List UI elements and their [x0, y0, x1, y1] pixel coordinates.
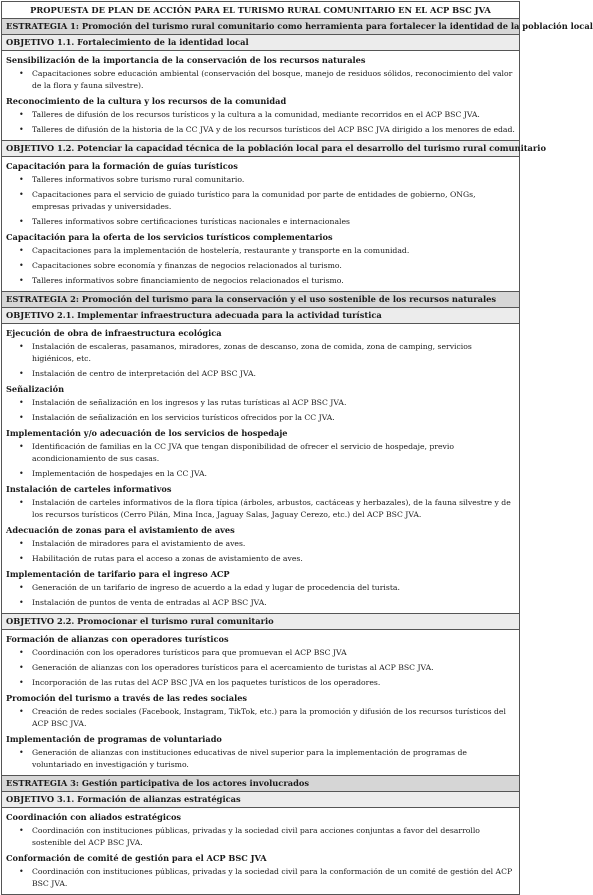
list-item: [6, 677, 515, 689]
list-item: [6, 216, 515, 228]
bullet-icon: •: [19, 442, 24, 451]
list-item: [6, 397, 515, 409]
list-item-text: Talleres informativos sobre turismo rural comunitario.: [32, 175, 245, 184]
section-heading: Capacitación para la formación de guías turísticos: [6, 161, 238, 171]
objective-content: [2, 630, 519, 776]
bullet-icon: •: [19, 190, 24, 199]
list-item: [6, 582, 515, 594]
objective-content: [2, 51, 519, 141]
list-item-text: Coordinación con instituciones públicas, privadas y la sociedad civil para la conformación de un comité de gestión del ACP BSC JVA.: [32, 867, 513, 888]
bullet-icon: •: [19, 598, 24, 607]
bullet-icon: •: [19, 826, 24, 835]
objective-header: OBJETIVO 2.2. Promocionar el turismo rural comunitario: [2, 614, 519, 630]
bullet-icon: •: [19, 217, 24, 226]
bullet-icon: •: [19, 398, 24, 407]
list-item-text: Habilitación de rutas para el acceso a zonas de avistamiento de aves.: [32, 554, 303, 563]
list-item-text: Implementación de hospedajes en la CC JVA.: [32, 469, 207, 478]
section-heading: Formación de alianzas con operadores turísticos: [6, 634, 229, 644]
list-item: [6, 275, 515, 287]
section-heading: Coordinación con aliados estratégicos: [6, 812, 182, 822]
item-list: [6, 397, 515, 424]
item-list: [6, 441, 515, 480]
list-item: [6, 647, 515, 659]
list-item-text: Identificación de familias en la CC JVA que tengan disponibilidad de ofrecer el servicio de hospedaje, previo acondicionamiento de sus casas.: [32, 442, 454, 463]
bullet-icon: •: [19, 69, 24, 78]
section-heading: Implementación y/o adecuación de los servicios de hospedaje: [6, 428, 288, 438]
section-heading: Implementación de programas de voluntariado: [6, 734, 222, 744]
list-item: [6, 341, 515, 365]
list-item: [6, 189, 515, 213]
list-item-text: Talleres de difusión de los recursos turísticos y la cultura a la comunidad, mediante recorridos en el ACP BSC JVA.: [32, 110, 480, 119]
list-item-text: Talleres informativos sobre financiamiento de negocios relacionados el turismo.: [32, 276, 344, 285]
bullet-icon: •: [19, 369, 24, 378]
list-item-text: Talleres de difusión de la historia de la CC JVA y de los recursos turísticos del ACP BSC JVA dirigido a los menores de edad.: [32, 125, 515, 134]
list-item: [6, 441, 515, 465]
list-item-text: Instalación de escaleras, pasamanos, miradores, zonas de descanso, zona de comida, zona de camping, servicios higiénicos, etc.: [32, 342, 472, 363]
list-item: [6, 866, 515, 890]
bullet-icon: •: [19, 867, 24, 876]
bullet-icon: •: [19, 539, 24, 548]
bullet-icon: •: [19, 125, 24, 134]
list-item-text: Incorporación de las rutas del ACP BSC JVA en los paquetes turísticos de los operadores.: [32, 678, 381, 687]
section-heading: Promoción del turismo a través de las redes sociales: [6, 693, 248, 703]
item-list: [6, 825, 515, 849]
list-item-text: Instalación de centro de interpretación del ACP BSC JVA.: [32, 369, 257, 378]
list-item: [6, 109, 515, 121]
section-heading: Implementación de tarifario para el ingreso ACP: [6, 569, 230, 579]
section-heading: Señalización: [6, 384, 65, 394]
bullet-icon: •: [19, 276, 24, 285]
bullet-icon: •: [19, 554, 24, 563]
table-title: PROPUESTA DE PLAN DE ACCIÓN PARA EL TURISMO RURAL COMUNITARIO EN EL ACP BSC JVA: [2, 2, 519, 19]
list-item: [6, 174, 515, 186]
list-item-text: Creación de redes sociales (Facebook, Instagram, TikTok, etc.) para la promoción y difusión de los recursos turísticos del ACP BSC JVA.: [32, 707, 506, 728]
action-plan-table: [1, 1, 593, 895]
list-item: [6, 260, 515, 272]
bullet-icon: •: [19, 342, 24, 351]
item-list: [6, 647, 515, 689]
item-list: [6, 68, 515, 92]
section-heading: Conformación de comité de gestión para el ACP BSC JVA: [6, 853, 267, 863]
list-item: [6, 597, 515, 609]
bullet-icon: •: [19, 678, 24, 687]
bullet-icon: •: [19, 246, 24, 255]
list-item: [6, 368, 515, 380]
section-heading: Instalación de carteles informativos: [6, 484, 172, 494]
item-list: [6, 538, 515, 565]
bullet-icon: •: [19, 261, 24, 270]
list-item-text: Capacitaciones para el servicio de guiado turístico para la comunidad por parte de entidades de gobierno, ONGs, empresas privadas y universidades.: [32, 190, 476, 211]
strategy-header: ESTRATEGIA 2: Promoción del turismo para la conservación y el uso sostenible de los recursos naturales: [2, 292, 519, 308]
section-heading: Adecuación de zonas para el avistamiento de aves: [6, 525, 235, 535]
section-heading: Sensibilización de la importancia de la conservación de los recursos naturales: [6, 55, 366, 65]
list-item: [6, 706, 515, 730]
objective-content: [2, 808, 519, 895]
list-item-text: Instalación de miradores para el avistamiento de aves.: [32, 539, 246, 548]
list-item-text: Generación de alianzas con los operadores turísticos para el acercamiento de turistas al ACP BSC JVA.: [32, 663, 434, 672]
objective-header: OBJETIVO 1.2. Potenciar la capacidad técnica de la población local para el desarrollo del turismo rural comunitario: [2, 141, 519, 157]
bullet-icon: •: [19, 175, 24, 184]
strategy-header: ESTRATEGIA 3: Gestión participativa de los actores involucrados: [2, 776, 519, 792]
item-list: [6, 706, 515, 730]
list-item-text: Coordinación con instituciones públicas, privadas y la sociedad civil para acciones conjuntas a favor del desarrollo sostenible del ACP BSC JVA.: [32, 826, 480, 847]
list-item-text: Talleres informativos sobre certificaciones turísticas nacionales e internacionales: [32, 217, 351, 226]
item-list: [6, 866, 515, 890]
list-item-text: Coordinación con los operadores turísticos para que promuevan el ACP BSC JVA: [32, 648, 347, 657]
bullet-icon: •: [19, 469, 24, 478]
item-list: [6, 582, 515, 609]
list-item-text: Instalación de señalización en los servicios turísticos ofrecidos por la CC JVA.: [32, 413, 335, 422]
item-list: [6, 341, 515, 380]
item-list: [6, 747, 515, 771]
objective-content: [2, 157, 519, 292]
list-item-text: Instalación de carteles informativos de la flora típica (árboles, arbustos, cactáceas y herbazales), de la fauna silvestre y de los recursos turísticos (Cerro Pilán, Mina Inca, Jaguay Salas, Jaguay Cerezo, etc.) del ACP BSC JVA.: [32, 498, 511, 519]
list-item-text: Capacitaciones sobre economía y finanzas de negocios relacionados al turismo.: [32, 261, 342, 270]
section-heading: Capacitación para la oferta de los servicios turísticos complementarios: [6, 232, 333, 242]
list-item-text: Instalación de señalización en los ingresos y las rutas turísticas al ACP BSC JVA.: [32, 398, 347, 407]
objective-header: OBJETIVO 3.1. Formación de alianzas estratégicas: [2, 792, 519, 808]
list-item-text: Capacitaciones sobre educación ambiental (conservación del bosque, manejo de residuos sólidos, reconocimiento del valor de la flora y fauna silvestre).: [32, 69, 513, 90]
objective-header: OBJETIVO 1.1. Fortalecimiento de la identidad local: [2, 35, 519, 51]
bullet-icon: •: [19, 707, 24, 716]
list-item: [6, 468, 515, 480]
objective-content: [2, 324, 519, 614]
bullet-icon: •: [19, 110, 24, 119]
list-item-text: Capacitaciones para la implementación de hostelería, restaurante y transporte en la comunidad.: [32, 246, 410, 255]
list-item: [6, 747, 515, 771]
list-item: [6, 245, 515, 257]
list-item: [6, 538, 515, 550]
section-heading: Reconocimiento de la cultura y los recursos de la comunidad: [6, 96, 287, 106]
strategy-header: ESTRATEGIA 1: Promoción del turismo rural comunitario como herramienta para fortalecer la identidad de la población local: [2, 19, 519, 35]
list-item: [6, 553, 515, 565]
bullet-icon: •: [19, 413, 24, 422]
list-item-text: Generación de alianzas con instituciones educativas de nivel superior para la implementación de programas de voluntariado en investigación y turismo.: [32, 748, 467, 769]
objective-header: OBJETIVO 2.1. Implementar infraestructura adecuada para la actividad turística: [2, 308, 519, 324]
list-item: [6, 825, 515, 849]
bullet-icon: •: [19, 748, 24, 757]
item-list: [6, 174, 515, 228]
list-item: [6, 662, 515, 674]
item-list: [6, 109, 515, 136]
table-body: [2, 19, 593, 895]
bullet-icon: •: [19, 583, 24, 592]
list-item: [6, 68, 515, 92]
section-heading: Ejecución de obra de infraestructura ecológica: [6, 328, 222, 338]
list-item-text: Instalación de puntos de venta de entradas al ACP BSC JVA.: [32, 598, 267, 607]
bullet-icon: •: [19, 648, 24, 657]
item-list: [6, 245, 515, 287]
list-item: [6, 412, 515, 424]
item-list: [6, 497, 515, 521]
list-item: [6, 124, 515, 136]
list-item: [6, 497, 515, 521]
bullet-icon: •: [19, 498, 24, 507]
list-item-text: Generación de un tarifario de ingreso de acuerdo a la edad y lugar de procedencia del turista.: [32, 583, 400, 592]
bullet-icon: •: [19, 663, 24, 672]
